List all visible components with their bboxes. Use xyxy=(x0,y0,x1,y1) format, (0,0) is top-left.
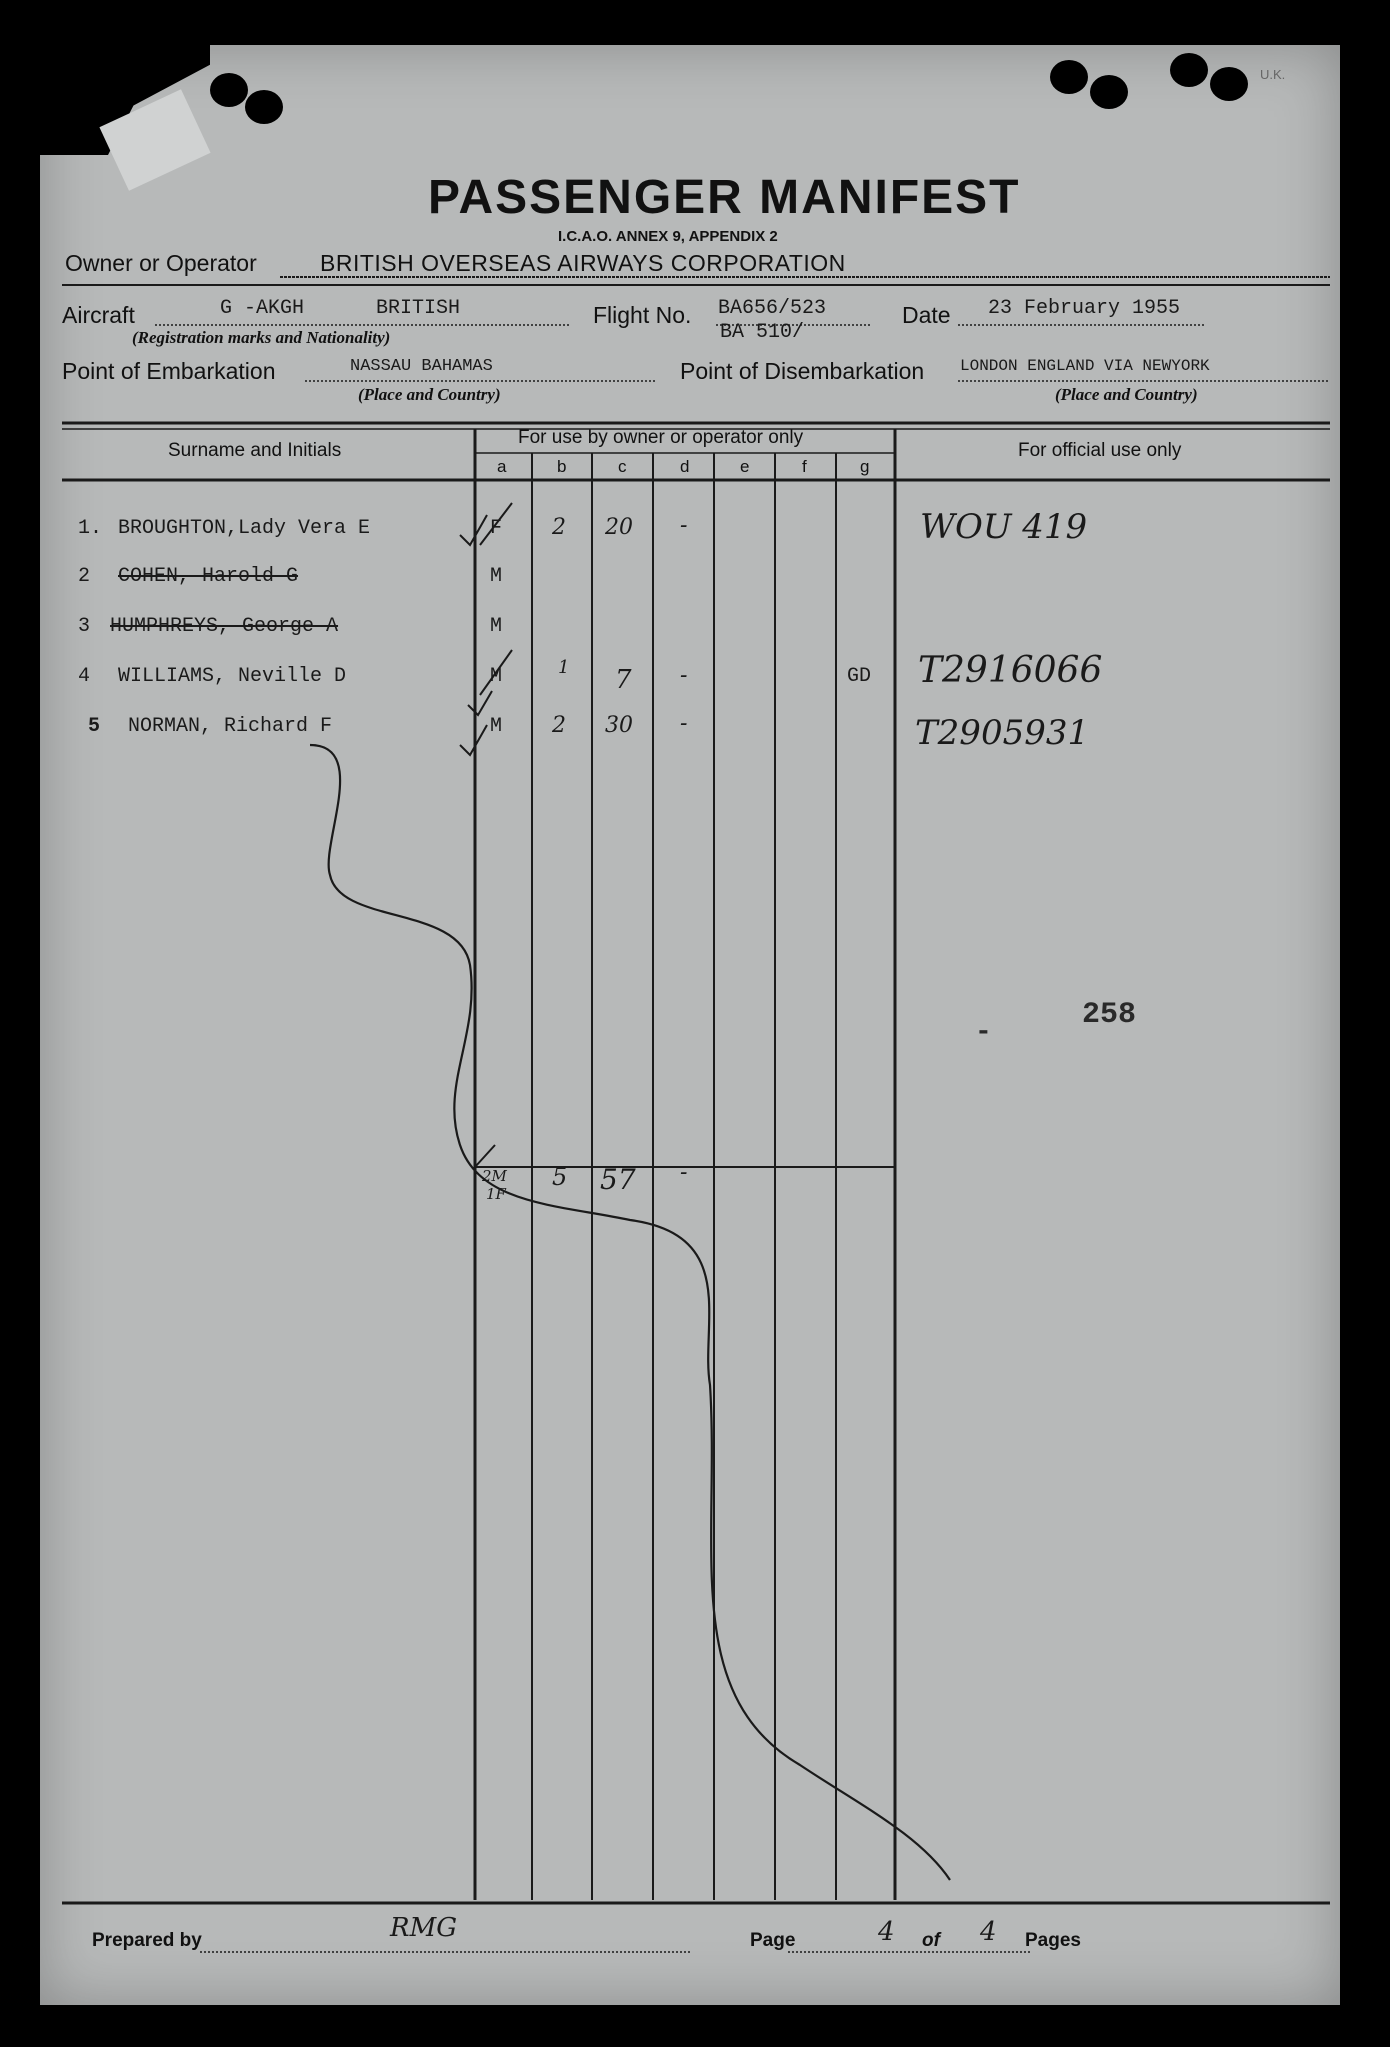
embarkation-label: Point of Embarkation xyxy=(62,358,276,384)
total-a-line2: 1F xyxy=(486,1185,506,1203)
flight-value: BA656/523 xyxy=(718,297,827,320)
col-header-f: f xyxy=(802,457,807,476)
owner-value: BRITISH OVERSEAS AIRWAYS CORPORATION xyxy=(320,250,846,276)
sex-cell: F xyxy=(490,517,503,540)
passenger-name: HUMPHREYS, George A xyxy=(110,615,339,638)
stamp-number: 258 xyxy=(1082,998,1137,1032)
sex-cell: M xyxy=(490,615,503,638)
total-b: 5 xyxy=(552,1163,568,1191)
official-entry: T2916066 xyxy=(918,650,1103,691)
page-value: 4 xyxy=(878,1917,895,1947)
row-number: 2 xyxy=(78,565,91,588)
prepared-by-label: Prepared by xyxy=(92,1930,202,1951)
disembarkation-value: LONDON ENGLAND VIA NEWYORK xyxy=(960,357,1210,375)
cell-d: - xyxy=(680,513,688,538)
official-entry: WOU 419 xyxy=(920,507,1088,547)
corner-mark: U.K. xyxy=(1260,67,1286,82)
owner-use-header: For use by owner or operator only xyxy=(518,427,804,448)
col-header-d: d xyxy=(680,457,690,476)
of-value: 4 xyxy=(980,1917,997,1947)
page-title: PASSENGER MANIFEST xyxy=(428,171,1021,224)
passenger-name: COHEN, Harold G xyxy=(118,565,299,588)
sex-cell: M xyxy=(490,665,503,688)
embarkation-caption: (Place and Country) xyxy=(358,385,501,404)
total-d: - xyxy=(680,1160,688,1185)
disembarkation-caption: (Place and Country) xyxy=(1055,385,1198,404)
row-number: 1. xyxy=(78,517,103,540)
col-header-g: g xyxy=(860,457,870,476)
cell-c: 7 xyxy=(615,665,632,695)
passenger-name: WILLIAMS, Neville D xyxy=(118,665,347,688)
cell-c: 30 xyxy=(605,713,633,738)
page-label: Page xyxy=(750,1930,796,1951)
page-subtitle: I.C.A.O. ANNEX 9, APPENDIX 2 xyxy=(558,228,778,245)
passenger-name: BROUGHTON,Lady Vera E xyxy=(118,517,371,540)
cell-d: - xyxy=(680,663,688,688)
col-header-a: a xyxy=(497,457,507,476)
manifest-sheet xyxy=(40,45,1340,2005)
date-label: Date xyxy=(902,302,951,328)
passenger-name: NORMAN, Richard F xyxy=(128,715,333,738)
disembarkation-label: Point of Disembarkation xyxy=(680,358,925,384)
col-header-e: e xyxy=(740,457,750,476)
cell-b: 1 xyxy=(558,657,570,678)
prepared-by-value: RMG xyxy=(390,1913,457,1943)
official-entry: T2905931 xyxy=(915,713,1090,753)
total-a-line1: 2M xyxy=(482,1167,507,1185)
flight-label: Flight No. xyxy=(593,302,692,328)
aircraft-value: G -AKGH BRITISH xyxy=(220,297,461,320)
of-label: of xyxy=(922,1930,940,1951)
row-number: 3 xyxy=(78,615,91,638)
total-c: 57 xyxy=(600,1163,636,1196)
official-header: For official use only xyxy=(1018,440,1182,461)
sex-cell: M xyxy=(490,565,503,588)
aircraft-caption: (Registration marks and Nationality) xyxy=(132,328,391,347)
cell-g: GD xyxy=(847,665,872,688)
cell-b: 2 xyxy=(552,515,566,540)
cell-c: 20 xyxy=(605,515,633,540)
surname-header: Surname and Initials xyxy=(168,440,342,461)
form-rules xyxy=(40,45,1340,2005)
date-value: 23 February 1955 xyxy=(988,297,1181,320)
pages-label: Pages xyxy=(1025,1930,1081,1951)
embarkation-value: NASSAU BAHAMAS xyxy=(350,357,493,376)
col-header-c: c xyxy=(618,457,627,476)
col-header-b: b xyxy=(557,457,567,476)
cell-b: 2 xyxy=(552,713,566,738)
aircraft-label: Aircraft xyxy=(62,302,135,328)
cell-d: - xyxy=(680,711,688,736)
owner-label: Owner or Operator xyxy=(65,250,257,276)
row-number: 4 xyxy=(78,665,91,688)
row-number: 5 xyxy=(88,715,101,738)
flight-value-secondary: BA 510/ xyxy=(720,321,805,344)
stamp-dash: - xyxy=(975,1017,992,1048)
sex-cell: M xyxy=(490,715,503,738)
